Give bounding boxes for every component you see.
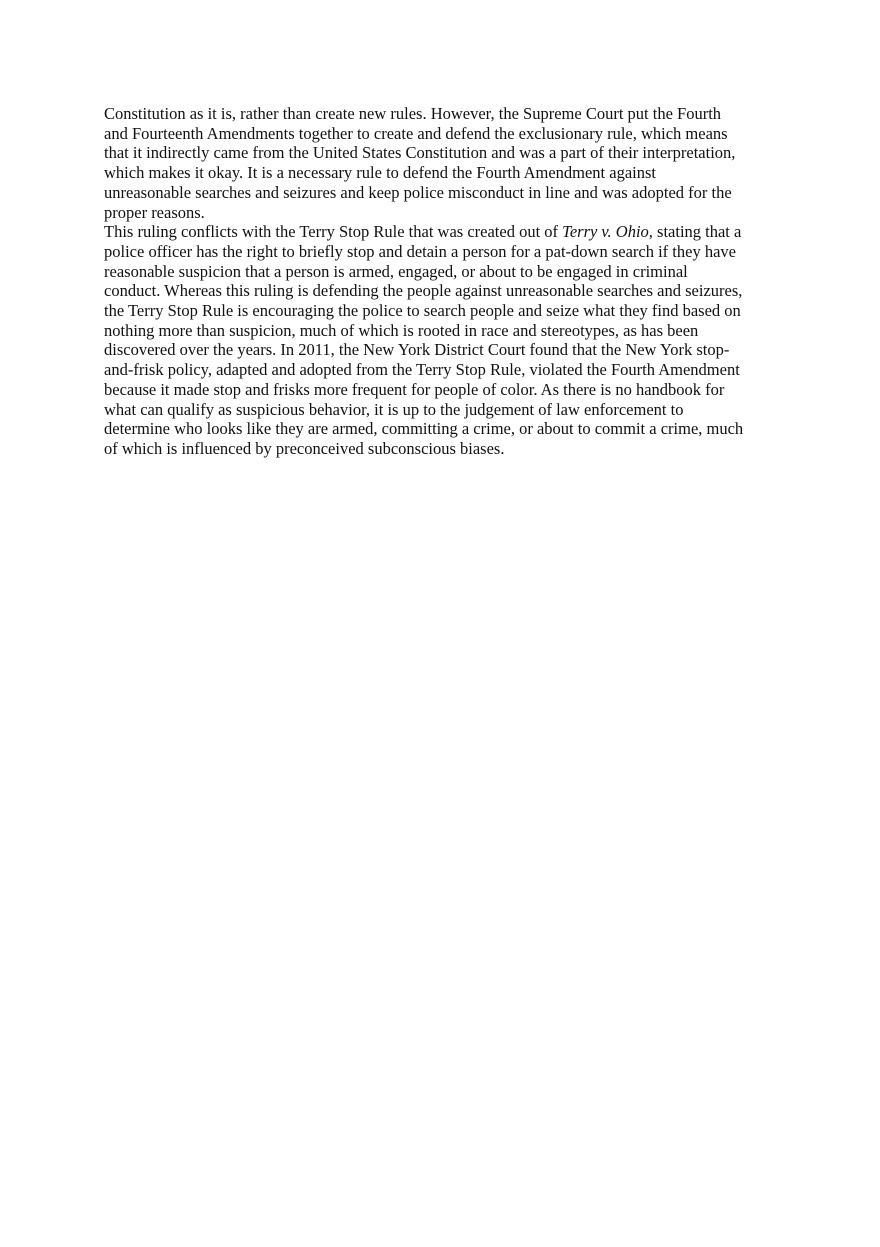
text-line: unreasonable searches and seizures and keep police misconduct in line and was adopted for the (104, 182, 732, 202)
text-line: and-frisk policy, adapted and adopted from the Terry Stop Rule, violated the Fourth Amendment (104, 360, 740, 380)
text-line: determine who looks like they are armed, committing a crime, or about to commit a crime, much (104, 419, 744, 439)
case-name: Terry v. Ohio (562, 222, 649, 242)
text-line: reasonable suspicion that a person is armed, engaged, or about to be engaged in criminal (104, 261, 688, 281)
text-line: Constitution as it is, rather than create new rules. However, the Supreme Court put the Fourth (104, 104, 722, 123)
text-line: of which is influenced by preconceived subconscious biases. (104, 438, 505, 458)
paragraph-1 (104, 104, 776, 222)
text-line: the Terry Stop Rule is encouraging the police to search people and seize what they find based on (104, 301, 741, 321)
body-text (104, 104, 776, 459)
text-line: and Fourteenth Amendments together to create and defend the exclusionary rule, which means (104, 123, 728, 143)
text-line: conduct. Whereas this ruling is defending the people against unreasonable searches and seizures, (104, 281, 743, 301)
text-line: what can qualify as suspicious behavior, it is up to the judgement of law enforcement to (104, 399, 684, 419)
text-run: This ruling conflicts with the Terry Stop Rule that was created out of (104, 222, 563, 242)
text-line: nothing more than suspicion, much of which is rooted in race and stereotypes, as has been (104, 320, 699, 340)
text-line: police officer has the right to briefly stop and detain a person for a pat-down search if they have (104, 241, 736, 261)
paragraph-2 (104, 222, 776, 458)
text-line: because it made stop and frisks more frequent for people of color. As there is no handbook for (104, 379, 725, 399)
text-line: that it indirectly came from the United States Constitution and was a part of their interpretation, (104, 143, 736, 163)
text-line (104, 222, 776, 242)
text-run: , stating that a (648, 222, 742, 242)
text-line: proper reasons. (104, 202, 205, 222)
text-line: discovered over the years. In 2011, the New York District Court found that the New York stop- (104, 340, 730, 360)
text-line: which makes it okay. It is a necessary rule to defend the Fourth Amendment against (104, 163, 656, 183)
